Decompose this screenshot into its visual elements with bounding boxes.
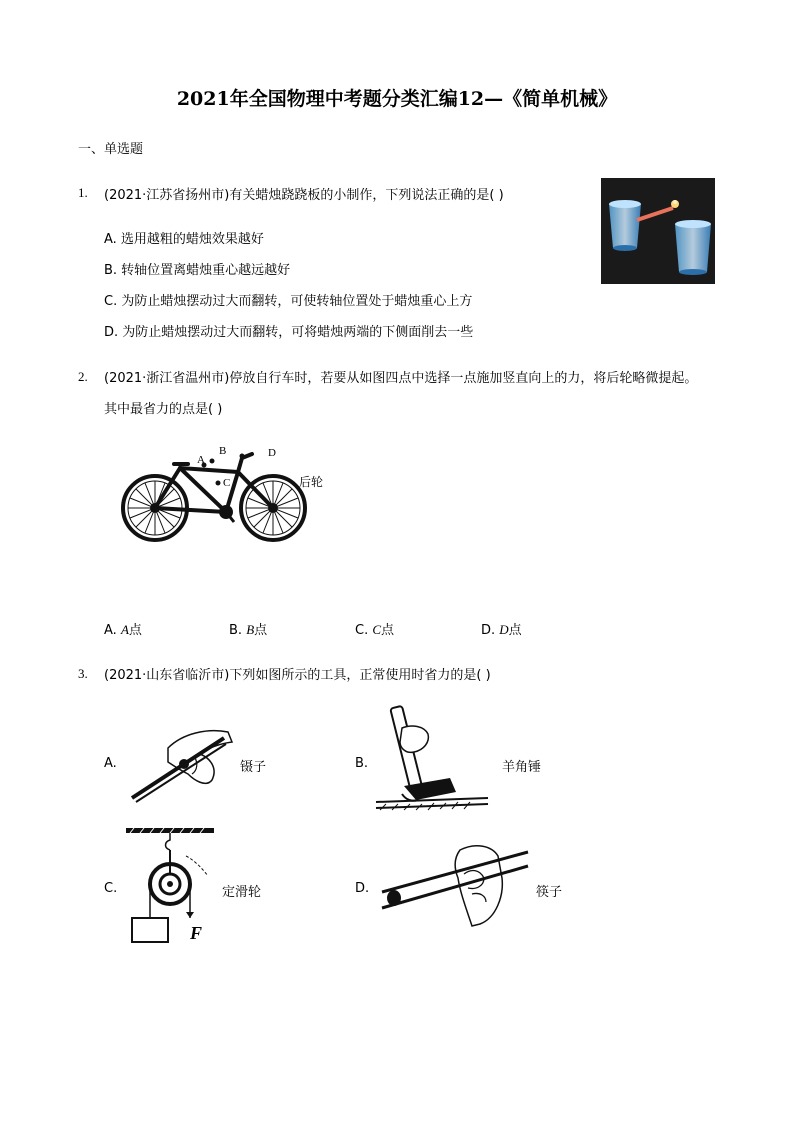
q3-option-b-name: 羊角锤 [502, 760, 542, 775]
q2-number: 2. [78, 369, 88, 384]
fixed-pulley-figure [124, 826, 224, 946]
bike-point-a-label: A [197, 454, 205, 466]
q1-option-b: B. 转轴位置离蜡烛重心越远越好 [104, 263, 291, 278]
q3-number: 3. [78, 666, 88, 681]
q2-option-d: D. D点 [481, 622, 522, 638]
q1-stem: (2021·江苏省扬州市)有关蜡烛跷跷板的小制作，下列说法正确的是( ) [104, 188, 504, 203]
q1-option-d: D. 为防止蜡烛摆动过大而翻转，可将蜡烛两端的下侧面削去一些 [104, 325, 474, 340]
bike-point-b-label: B [219, 445, 227, 457]
force-label: F [190, 923, 203, 943]
q3-option-d-name: 筷子 [536, 885, 563, 900]
rear-wheel-label: 后轮 [299, 475, 324, 489]
q2-stem-line2: 其中最省力的点是( ) [104, 402, 223, 417]
q2-option-c: C. C点 [355, 622, 395, 638]
q1-number: 1. [78, 185, 88, 200]
candle-seesaw-photo [601, 178, 715, 284]
q3-option-c-name: 定滑轮 [222, 885, 262, 900]
q2-option-b: B. B点 [229, 622, 268, 638]
bike-point-c-label: C [223, 477, 231, 489]
chopsticks-figure [380, 838, 532, 928]
section-heading: 一、单选题 [78, 142, 144, 157]
q3-option-b-label: B. [355, 756, 369, 771]
q3-option-d-label: D. [355, 881, 370, 896]
q1-option-a: A. 选用越粗的蜡烛效果越好 [104, 232, 264, 247]
page-title: 2021年全国物理中考题分类汇编12—《简单机械》 [176, 88, 618, 110]
q3-stem: (2021·山东省临沂市)下列如图所示的工具，正常使用时省力的是( ) [104, 668, 491, 683]
tweezers-figure [128, 718, 238, 808]
q2-stem-line1: (2021·浙江省温州市)停放自行车时，若要从如图四点中选择一点施加竖直向上的力，将后轮略微提起。 [104, 371, 698, 386]
q3-option-c-label: C. [104, 881, 118, 896]
q3-option-a-name: 镊子 [240, 760, 267, 775]
q1-option-c: C. 为防止蜡烛摆动过大而翻转，可使转轴位置处于蜡烛重心上方 [104, 294, 473, 309]
bike-point-d-label: D [268, 447, 276, 459]
bicycle-figure [118, 440, 318, 550]
q2-option-a: A. A点 [104, 622, 142, 638]
claw-hammer-figure [376, 702, 488, 817]
q3-option-a-label: A. [104, 756, 117, 771]
